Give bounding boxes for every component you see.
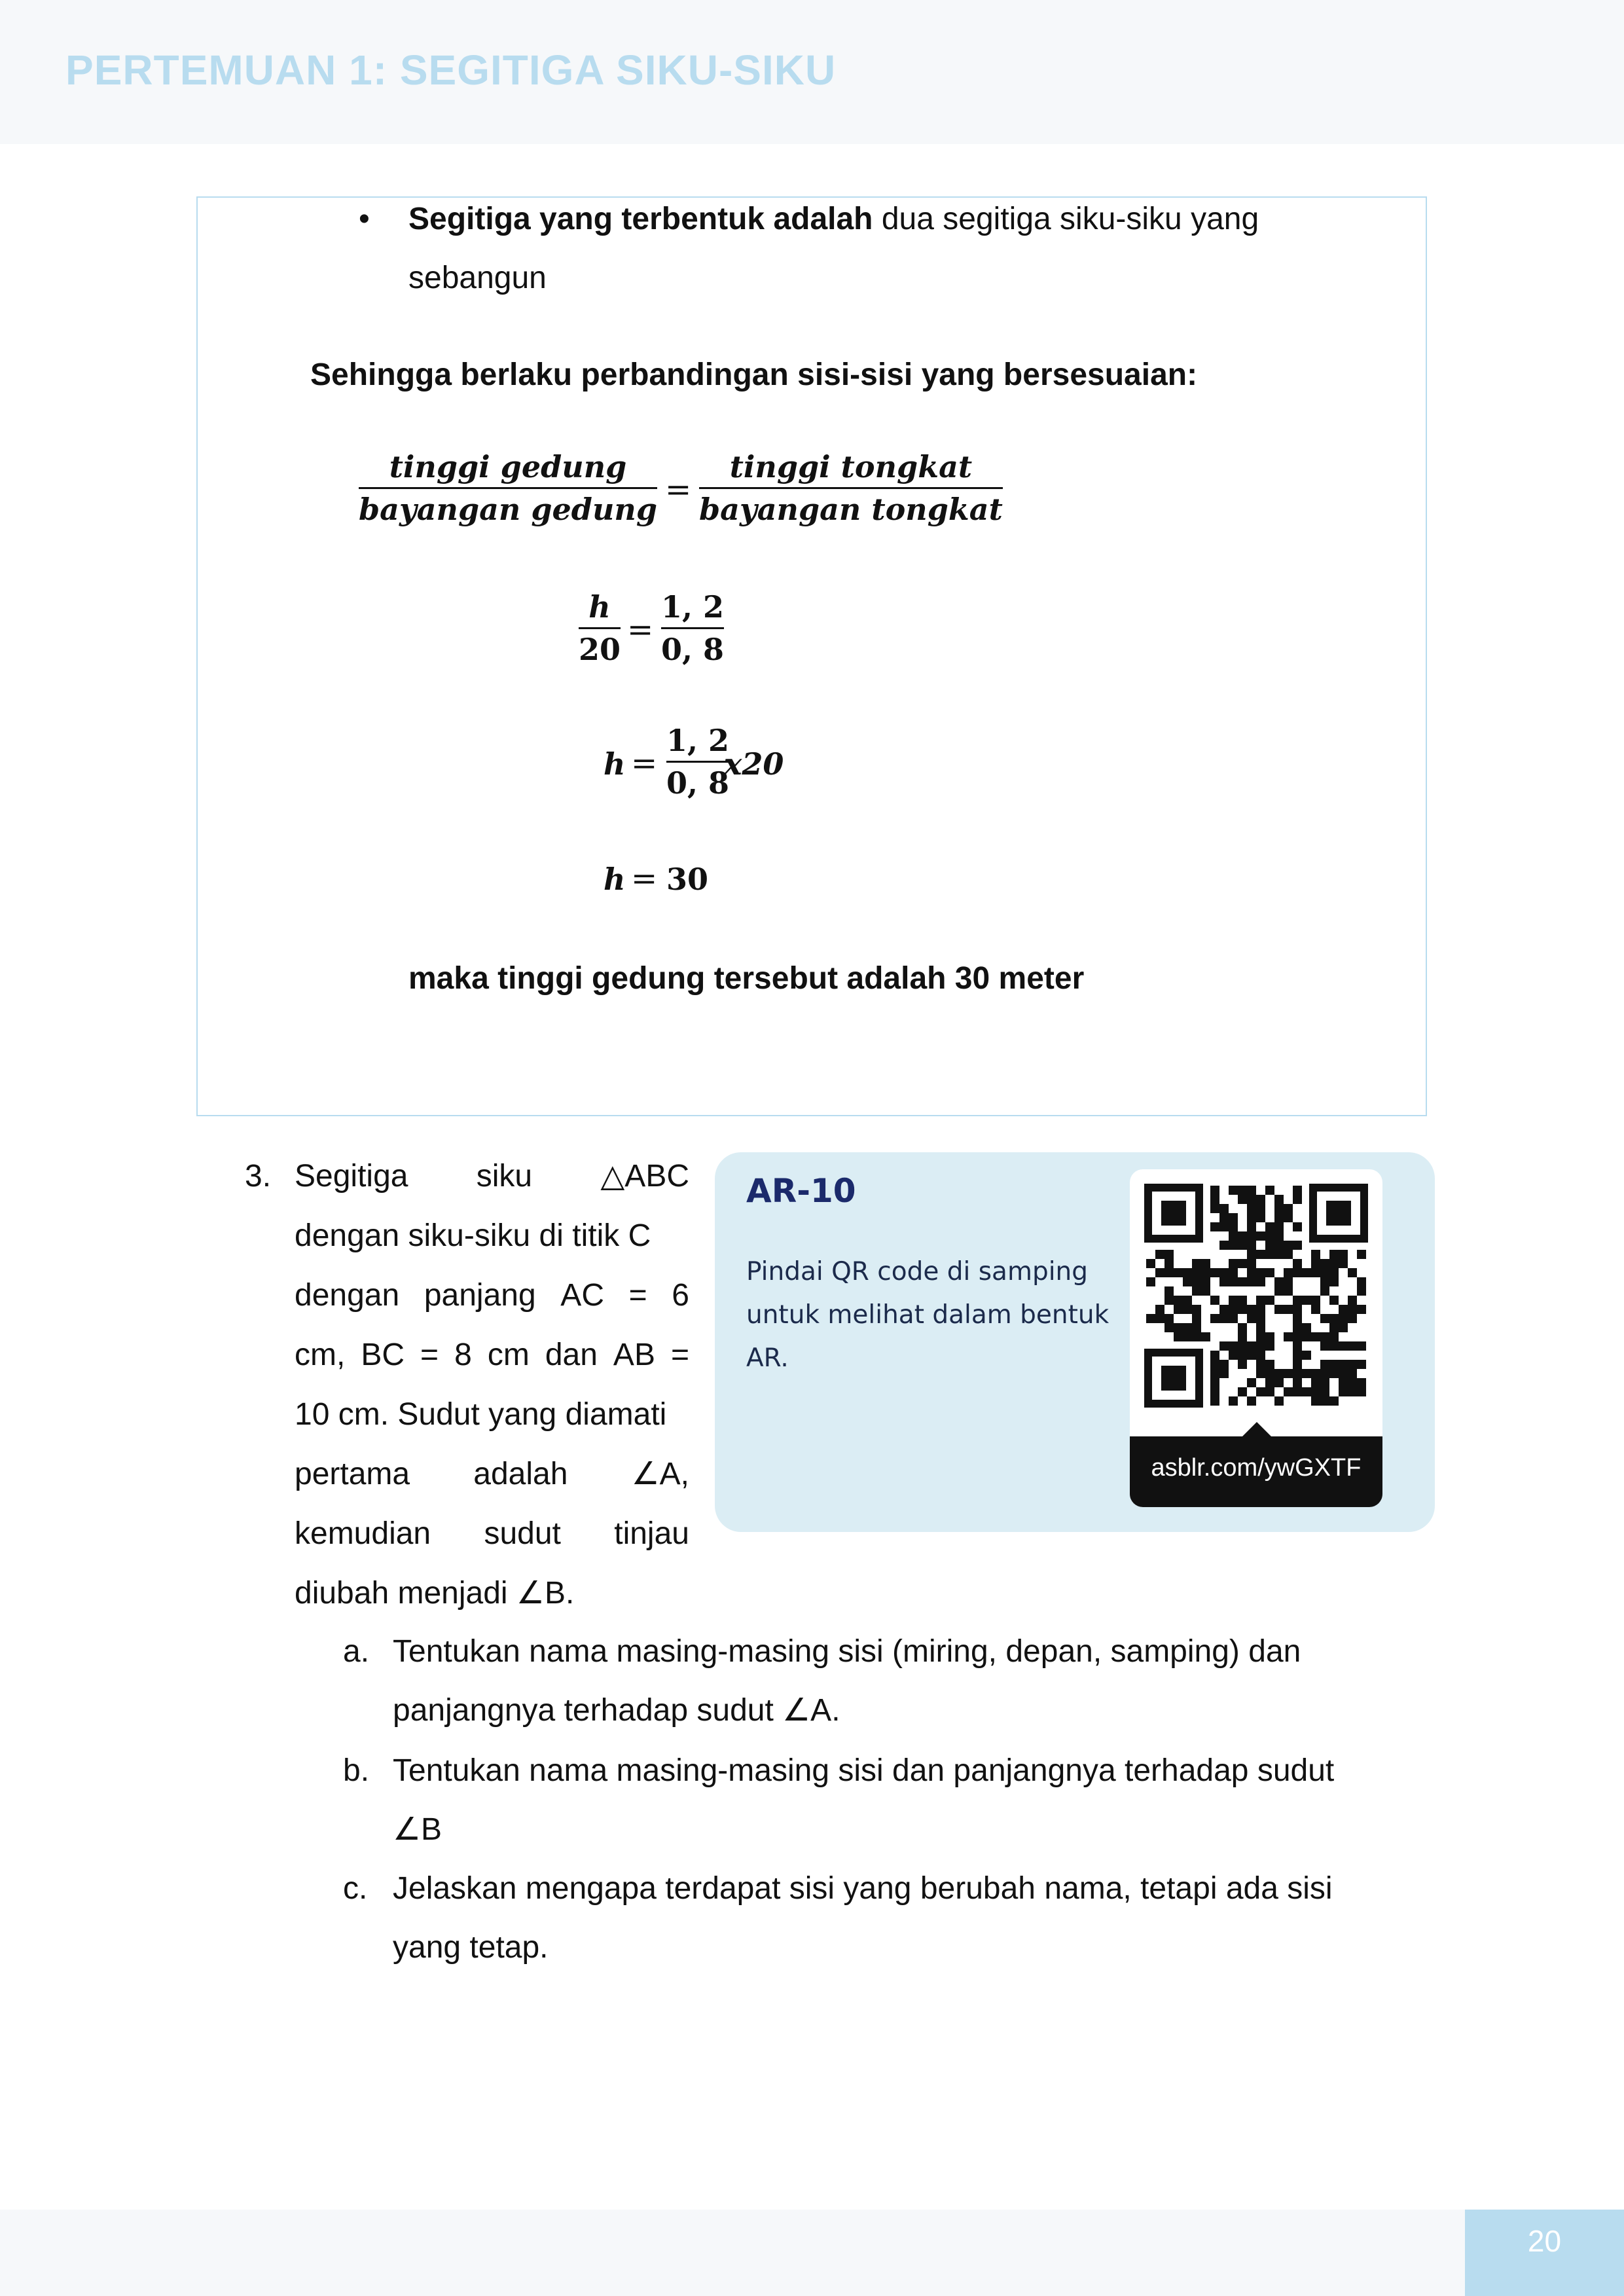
eq3-lhs: h: [604, 746, 626, 782]
bullet-dot: •: [359, 202, 370, 236]
subitem-b-line2: ∠B: [393, 1812, 442, 1847]
problem-line: [295, 1266, 689, 1325]
problem-line: [295, 1207, 689, 1266]
ar-description: Pindai QR code di samping untuk melihat dalam bentuk AR.: [746, 1257, 1110, 1373]
numerator-h: h: [588, 589, 611, 625]
fraction-building: [359, 446, 657, 530]
subitem-a-line2: panjangnya terhadap sudut ∠A.: [393, 1693, 840, 1728]
problem-word: kemudian: [295, 1516, 431, 1551]
bullet-line-1: [408, 190, 1259, 249]
equals-sign: =: [631, 745, 658, 782]
fraction-ratio-eq3: [666, 720, 729, 803]
subitem-a-label: a.: [343, 1634, 370, 1669]
subitem-a-line1: Tentukan nama masing-masing sisi (miring, depan, samping) dan: [393, 1634, 1301, 1669]
problem-word: BC: [361, 1338, 405, 1372]
ar-title: AR-10: [746, 1172, 856, 1210]
problem-line: [295, 1385, 689, 1444]
problem-line: [295, 1147, 689, 1206]
subitem-b-line1: Tentukan nama masing-masing sisi dan panjangnya terhadap sudut: [393, 1753, 1335, 1788]
eq4-lhs: h: [604, 862, 626, 897]
proportion-statement: Sehingga berlaku perbandingan sisi-sisi yang bersesuaian:: [310, 357, 1198, 392]
problem-line: [295, 1326, 689, 1385]
problem-word: ∠A,: [631, 1457, 689, 1491]
equals-sign: =: [627, 611, 654, 648]
subitem-b-label: b.: [343, 1753, 370, 1788]
qr-code-icon[interactable]: [1130, 1169, 1382, 1431]
numerator-stick-height: tinggi tongkat: [729, 449, 973, 484]
qr-url-label[interactable]: asblr.com/ywGXTF: [1130, 1436, 1382, 1507]
problem-word: =: [670, 1338, 689, 1372]
problem-line: [295, 1445, 689, 1504]
problem-word: dan: [545, 1338, 598, 1372]
problem-line: [295, 1504, 689, 1563]
problem-word: diubah menjadi ∠B.: [295, 1576, 575, 1611]
denominator-stick-shadow: bayangan tongkat: [699, 492, 1003, 527]
problem-line: [295, 1564, 689, 1623]
footer-band: [0, 2210, 1624, 2296]
problem-word: dengan: [295, 1278, 400, 1313]
denominator-20: 20: [579, 632, 621, 667]
problem-word: △ABC: [600, 1159, 689, 1194]
problem-word: pertama: [295, 1457, 410, 1491]
equals-sign: =: [631, 860, 658, 897]
problem-word: =: [420, 1338, 439, 1372]
fraction-ratio: [661, 587, 724, 670]
page-number: 20: [1465, 2210, 1624, 2296]
problem-word: 8: [454, 1338, 472, 1372]
qr-card[interactable]: [1130, 1169, 1382, 1507]
problem-word: siku: [476, 1159, 533, 1194]
problem-word: sudut: [484, 1516, 561, 1551]
fraction-stick: [699, 446, 1003, 530]
problem-word: cm,: [295, 1338, 346, 1372]
problem-word: 10 cm. Sudut yang diamati: [295, 1397, 667, 1432]
denominator-0-8: 0, 8: [666, 765, 730, 801]
problem-word: cm: [487, 1338, 530, 1372]
problem-number: 3.: [245, 1159, 272, 1194]
subitem-c-line1: Jelaskan mengapa terdapat sisi yang berubah nama, tetapi ada sisi: [393, 1871, 1333, 1906]
bullet-rest-text: dua segitiga siku-siku yang: [873, 202, 1259, 236]
problem-word: tinjau: [614, 1516, 689, 1551]
problem-word: =: [628, 1278, 647, 1313]
equals-sign: =: [665, 471, 692, 508]
problem-word: AC: [560, 1278, 604, 1313]
eq4-result: 30: [666, 862, 709, 897]
problem-word: adalah: [473, 1457, 568, 1491]
problem-word: 6: [672, 1278, 689, 1313]
bullet-line-2: sebangun: [408, 261, 547, 295]
denominator-building-shadow: bayangan gedung: [359, 492, 658, 527]
ar-callout: [715, 1152, 1435, 1532]
problem-word: panjang: [424, 1278, 536, 1313]
numerator-1-2: 1, 2: [661, 589, 725, 625]
numerator-building-height: tinggi gedung: [389, 449, 627, 484]
eq3-multiplier: x20: [724, 746, 784, 782]
conclusion-text: maka tinggi gedung tersebut adalah 30 meter: [408, 961, 1085, 996]
denominator-0-8: 0, 8: [661, 632, 725, 667]
subitem-c-label: c.: [343, 1871, 368, 1906]
problem-word: Segitiga: [295, 1159, 408, 1194]
numerator-1-2: 1, 2: [666, 723, 730, 758]
problem-word: dengan siku-siku di titik C: [295, 1218, 651, 1253]
bullet-bold-text: Segitiga yang terbentuk adalah: [408, 202, 873, 236]
subitem-c-line2: yang tetap.: [393, 1930, 549, 1965]
problem-word: AB: [613, 1338, 655, 1372]
chapter-title: PERTEMUAN 1: SEGITIGA SIKU-SIKU: [65, 46, 837, 94]
fraction-h-over-20: [579, 587, 621, 670]
